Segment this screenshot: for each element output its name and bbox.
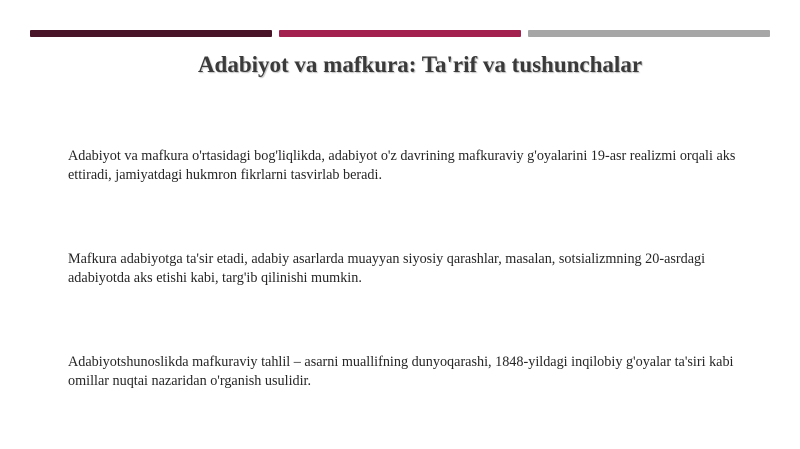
- decorative-bar-gray: [528, 30, 770, 37]
- paragraph-1: Adabiyot va mafkura o'rtasidagi bog'liqlikda, adabiyot o'z davrining mafkuraviy g'oyalarini 19-asr realizmi orqali aks ettiradi, jamiyatdagi hukmron fikrlarni tasvirlab beradi.: [68, 148, 736, 183]
- decorative-bar-dark: [30, 30, 272, 37]
- paragraph-2: Mafkura adabiyotga ta'sir etadi, adabiy asarlarda muayyan siyosiy qarashlar, masalan, sotsializmning 20-asrdagi adabiyotda aks etishi kabi, targ'ib qilinishi mumkin.: [68, 251, 706, 286]
- slide-title: Adabiyot va mafkura: Ta'rif va tushunchalar: [197, 52, 643, 77]
- paragraph-3: Adabiyotshunoslikda mafkuraviy tahlil – asarni muallifning dunyoqarashi, 1848-yildagi inqilobiy g'oyalar ta'siri kabi omillar nuqtai nazaridan o'rganish usulidir.: [68, 354, 734, 389]
- decorative-bar-crimson: [279, 30, 521, 37]
